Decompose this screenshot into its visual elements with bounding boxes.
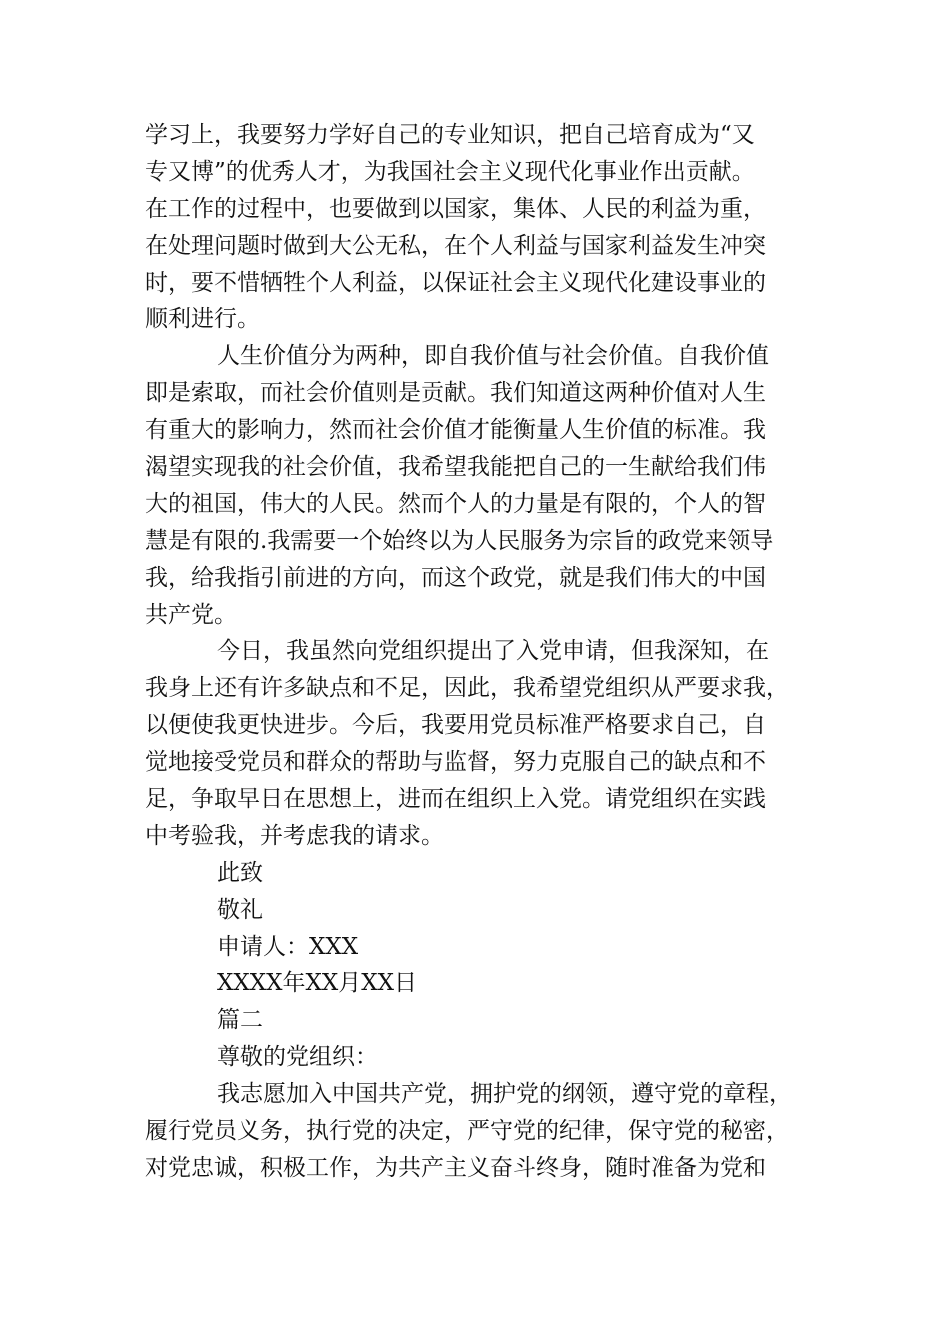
text-line: 大的祖国，伟大的人民。然而个人的力量是有限的，个人的智 bbox=[145, 490, 766, 517]
text-line: 在工作的过程中，也要做到以国家，集体、人民的利益为重， bbox=[145, 195, 766, 222]
text-line: 即是索取，而社会价值则是贡献。我们知道这两种价值对人生 bbox=[145, 380, 766, 407]
text-line: 渴望实现我的社会价值，我希望我能把自己的一生献给我们伟 bbox=[145, 454, 766, 481]
text-line: 慧是有限的.我需要一个始终以为人民服务为宗旨的政党来领导 bbox=[145, 527, 774, 554]
text-line: 专又博”的优秀人才，为我国社会主义现代化事业作出贡献。 bbox=[145, 158, 755, 185]
text-line: 以便使我更快进步。今后，我要用党员标准严格要求自己，自 bbox=[145, 712, 766, 739]
paragraph-start-line: 我志愿加入中国共产党，拥护党的纲领，遵守党的章程， bbox=[217, 1081, 792, 1108]
text-line: 我身上还有许多缺点和不足，因此，我希望党组织从严要求我， bbox=[145, 675, 789, 702]
text-line: 时，要不惜牺牲个人利益，以保证社会主义现代化建设事业的 bbox=[145, 269, 766, 296]
text-line: 履行党员义务，执行党的决定，严守党的纪律，保守党的秘密， bbox=[145, 1118, 789, 1145]
applicant-name: 申请人：XXX bbox=[217, 933, 359, 960]
greeting: 尊敬的党组织： bbox=[217, 1044, 378, 1071]
text-line: 中考验我，并考虑我的请求。 bbox=[145, 822, 444, 849]
text-line: 共产党。 bbox=[145, 601, 237, 628]
paragraph-start-line: 人生价值分为两种，即自我价值与社会价值。自我价值 bbox=[217, 343, 769, 370]
text-line: 有重大的影响力，然而社会价值才能衡量人生价值的标准。我 bbox=[145, 417, 766, 444]
text-line: 足，争取早日在思想上，进而在组织上入党。请党组织在实践 bbox=[145, 786, 766, 813]
text-line: 觉地接受党员和群众的帮助与监督，努力克服自己的缺点和不 bbox=[145, 749, 766, 776]
closing-regards: 敬礼 bbox=[217, 896, 263, 923]
closing-salutation: 此致 bbox=[217, 859, 263, 886]
text-line: 对党忠诚，积极工作，为共产主义奋斗终身，随时准备为党和 bbox=[145, 1154, 766, 1181]
text-line: 学习上，我要努力学好自己的专业知识，把自己培育成为“又 bbox=[145, 122, 755, 148]
application-date: XXXX年XX月XX日 bbox=[217, 970, 417, 997]
section-heading: 篇二 bbox=[217, 1007, 263, 1034]
paragraph-start-line: 今日，我虽然向党组织提出了入党申请，但我深知，在 bbox=[217, 638, 769, 665]
document-body bbox=[145, 117, 810, 1187]
text-line: 在处理问题时做到大公无私，在个人利益与国家利益发生冲突 bbox=[145, 232, 766, 259]
text-line: 顺利进行。 bbox=[145, 306, 260, 333]
text-line: 我，给我指引前进的方向，而这个政党，就是我们伟大的中国 bbox=[145, 564, 766, 591]
